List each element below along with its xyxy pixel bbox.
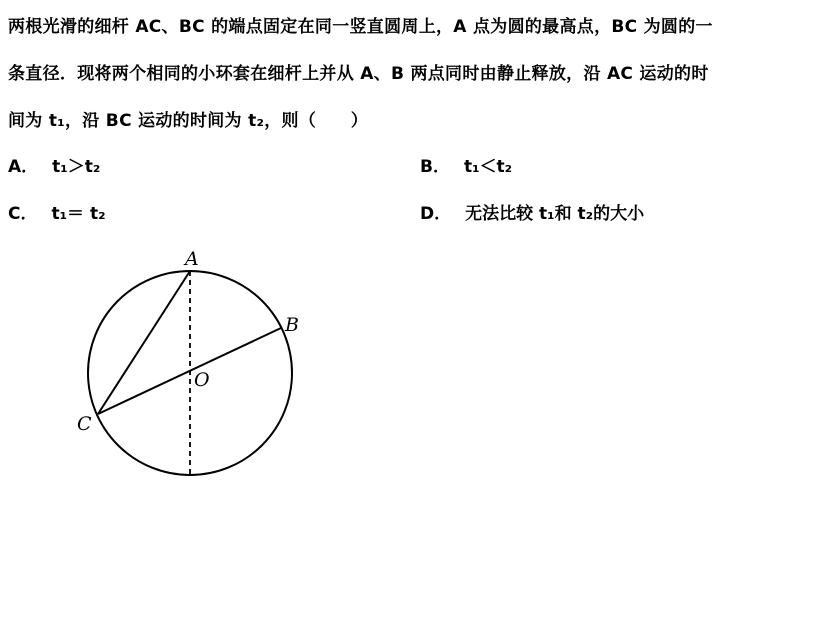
question-stem bbox=[8, 4, 828, 145]
option-c-text: t₁＝ t₂ bbox=[51, 204, 106, 224]
circle-diagram bbox=[60, 240, 320, 490]
option-d-letter: D． bbox=[420, 204, 452, 224]
question-line-1: 两根光滑的细杆 AC、BC 的端点固定在同一竖直圆周上，A 点为圆的最高点，BC 为圆的一 bbox=[8, 17, 713, 37]
label-b: B bbox=[285, 314, 299, 336]
label-a: A bbox=[185, 248, 199, 270]
option-c-letter: C． bbox=[8, 204, 38, 224]
question-line-2: 条直径．现将两个相同的小环套在细杆上并从 A、B 两点同时由静止释放，沿 AC 运动的时 bbox=[8, 64, 709, 84]
option-b-text: t₁＜t₂ bbox=[463, 157, 513, 177]
option-d[interactable] bbox=[420, 199, 644, 224]
option-a[interactable] bbox=[8, 152, 100, 177]
label-c: C bbox=[77, 413, 92, 435]
option-d-text: 无法比较 t₁和 t₂的大小 bbox=[465, 204, 645, 224]
option-b-letter: B． bbox=[420, 157, 450, 177]
option-a-letter: A． bbox=[8, 157, 39, 177]
option-c[interactable] bbox=[8, 199, 106, 224]
label-o: O bbox=[194, 369, 210, 391]
option-b[interactable] bbox=[420, 152, 512, 177]
option-a-text: t₁＞t₂ bbox=[52, 157, 101, 177]
question-line-3: 间为 t₁，沿 BC 运动的时间为 t₂，则（ ） bbox=[8, 111, 369, 131]
